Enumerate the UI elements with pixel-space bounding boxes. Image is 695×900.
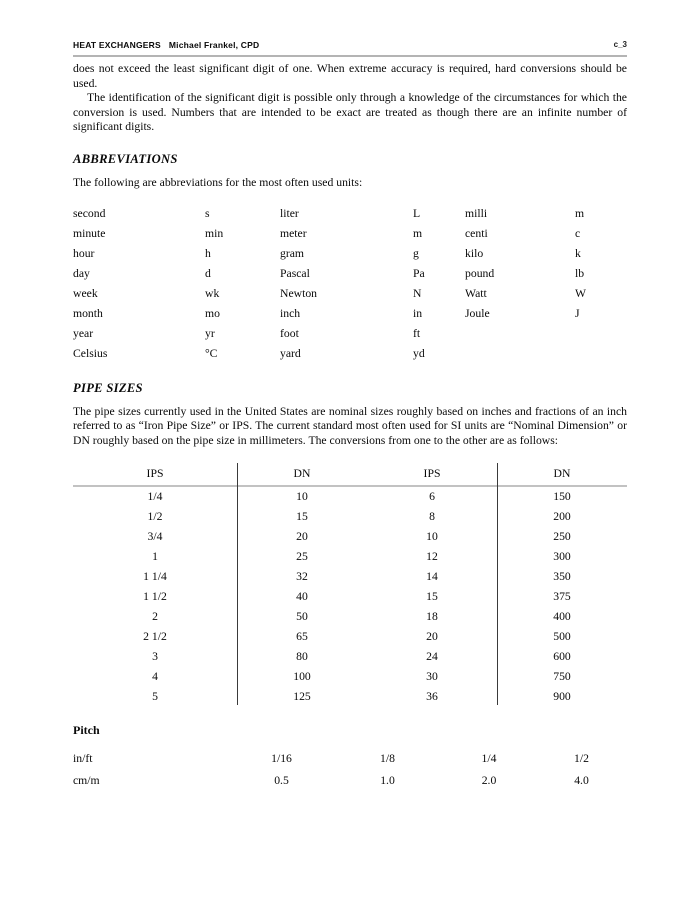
pipe-size-cell: 250 [553,530,571,544]
pipe-size-cell: 18 [426,610,438,624]
pipe-size-cell: 1 [152,550,158,564]
intro-paragraph-1: does not exceed the least significant digit of one. When extreme accuracy is required, hard conversions should be used. [73,62,627,90]
pipe-size-cell: 375 [553,590,571,604]
abbreviation-cell: pound [465,266,495,280]
abbreviation-cell: minute [73,226,106,240]
pipe-size-table [73,463,627,707]
pipe-size-cell: 125 [293,690,311,704]
abbreviation-cell [465,324,575,344]
pitch-value-cell: 4.0 [574,774,589,788]
pipe-size-cell: 2 [152,610,158,624]
abbreviation-cell: L [413,206,421,220]
pipe-size-cell: 10 [296,490,308,504]
abbreviation-cell: m [575,206,585,220]
abbreviation-cell: ft [413,326,421,340]
abbreviation-cell: min [205,226,224,240]
pipe-table-row [73,567,627,587]
running-header [73,0,627,50]
abbreviation-cell: second [73,206,106,220]
pipe-size-cell: 25 [296,550,308,564]
pitch-row [73,748,627,770]
pitch-row [73,770,627,792]
abbreviation-cell: Celsius [73,346,108,360]
pipe-table-row [73,687,627,707]
abbreviation-cell: mo [205,306,220,320]
pipe-size-cell: 65 [296,630,308,644]
pipe-size-cell: 5 [152,690,158,704]
abbreviation-cell: gram [280,246,305,260]
abbreviation-cell: meter [280,226,307,240]
header-rule [73,55,627,57]
abbreviation-cell [575,324,627,344]
pitch-row-label: cm/m [73,774,100,788]
pipe-table-body [73,487,627,707]
abbreviation-cell: yd [413,346,425,360]
pipe-table-row [73,547,627,567]
pipe-size-cell: 350 [553,570,571,584]
abbreviation-cell: yard [280,346,301,360]
abbreviation-cell: inch [280,306,301,320]
abbreviation-cell: day [73,266,90,280]
pipe-table-header-row [73,463,627,485]
abbreviation-cell: kilo [465,246,484,260]
intro-paragraph-2: The identification of the significant digit is possible only through a knowledge of the circumstances for which the conversion is used. Numbers that are intended to be exact are treated as though there are an infinite number of significant digits. [73,91,627,134]
abbreviation-cell: N [413,286,422,300]
abbreviation-cell: centi [465,226,488,240]
pipe-size-cell: 1/4 [147,490,163,504]
abbreviation-cell: k [575,246,581,260]
pitch-value-cell: 1/2 [574,752,589,766]
pipe-size-cell: 3/4 [147,530,163,544]
pipe-column-header: IPS [423,467,441,481]
pipe-table-row [73,647,627,667]
pipe-table-row [73,587,627,607]
abbreviation-cell: wk [205,286,220,300]
pipe-size-cell: 6 [429,490,435,504]
pitch-value-cell: 1/16 [271,752,292,766]
abbreviation-cell: in [413,306,423,320]
abbreviations-heading: ABBREVIATIONS [73,151,178,166]
pipe-size-cell: 900 [553,690,571,704]
pipe-size-cell: 150 [553,490,571,504]
pipe-size-cell: 30 [426,670,438,684]
pitch-value-cell: 1/4 [481,752,497,766]
pitch-value-cell: 1.0 [380,774,395,788]
pipe-size-cell: 2 1/2 [143,630,167,644]
pipe-size-cell: 400 [553,610,571,624]
pipe-size-cell: 4 [152,670,158,684]
pipe-size-cell: 12 [426,550,438,564]
abbreviations-lead: The following are abbreviations for the most often used units: [73,175,363,189]
abbreviation-cell: g [413,246,419,260]
pipe-size-cell: 8 [429,510,435,524]
pipe-size-cell: 50 [296,610,308,624]
pipe-size-cell: 1/2 [147,510,163,524]
abbreviation-cell: Pa [413,266,425,280]
pipe-size-cell: 1 1/4 [143,570,167,584]
abbreviation-cell: °C [205,346,218,360]
abbreviation-cell: foot [280,326,299,340]
pipe-size-cell: 40 [296,590,308,604]
abbreviation-cell: liter [280,206,299,220]
pipe-size-cell: 24 [426,650,438,664]
pipe-column-header: IPS [146,467,164,481]
pitch-row-label: in/ft [73,752,93,766]
book-title: HEAT EXCHANGERS [73,40,161,50]
abbreviation-cell: yr [205,326,215,340]
pipe-size-cell: 20 [426,630,438,644]
pipe-table-row [73,607,627,627]
abbreviation-cell: lb [575,266,585,280]
abbreviation-cell: Pascal [280,266,310,280]
pipe-size-cell: 36 [426,690,438,704]
abbreviation-cell: Joule [465,306,490,320]
abbreviations-table [73,204,627,364]
pipe-size-cell: 100 [293,670,311,684]
pitch-value-cell: 1/8 [380,752,395,766]
pitch-value-cell: 2.0 [481,774,497,788]
header-left [73,40,259,50]
abbreviation-cell [575,344,627,364]
pipe-table-row [73,507,627,527]
pipe-size-cell: 14 [426,570,438,584]
pipe-size-cell: 750 [553,670,571,684]
pipe-sizes-lead: The pipe sizes currently used in the United States are nominal sizes roughly based on inches and fractions of an inch referred to as “Iron Pipe Size” or IPS. The current standard most often used for SI units are “Nominal Dimension” or DN roughly based on the pipe size in millimeters. The conversions from one to the other are as follows: [73,404,627,447]
abbreviation-cell: d [205,266,211,280]
pipe-column-header: DN [293,467,311,481]
abbreviation-cell: Newton [280,286,318,300]
pipe-sizes-heading: PIPE SIZES [73,380,143,395]
page-mark: c_3 [613,40,627,49]
abbreviation-cell [465,344,575,364]
pitch-heading: Pitch [73,723,100,738]
pipe-table-row [73,627,627,647]
pipe-size-cell: 15 [426,590,438,604]
abbreviation-cell: J [575,306,580,320]
abbreviation-cell: h [205,246,211,260]
pipe-size-cell: 600 [553,650,571,664]
pipe-size-cell: 500 [553,630,571,644]
abbreviation-cell: week [73,286,98,300]
abbreviation-cell: c [575,226,581,240]
pipe-table-row [73,487,627,507]
pipe-size-cell: 15 [296,510,308,524]
pipe-size-cell: 10 [426,530,438,544]
book-author: Michael Frankel, CPD [168,40,260,50]
pipe-size-cell: 1 1/2 [143,590,167,604]
table-vertical-rule-right [497,463,498,705]
pitch-value-cell: 0.5 [274,774,289,788]
abbreviation-cell: W [575,286,587,300]
pipe-table-row [73,667,627,687]
table-vertical-rule-left [237,463,238,705]
abbreviation-cell: hour [73,246,95,260]
pipe-column-header: DN [553,467,571,481]
pipe-size-cell: 200 [553,510,571,524]
abbreviation-cell: milli [465,206,488,220]
pipe-size-cell: 32 [296,570,308,584]
pipe-size-cell: 3 [152,650,158,664]
pipe-size-cell: 20 [296,530,308,544]
pipe-size-cell: 80 [296,650,308,664]
abbreviation-cell: Watt [465,286,487,300]
pitch-table [73,748,627,792]
pipe-size-cell: 300 [553,550,571,564]
abbreviation-cell: month [73,306,103,320]
abbreviation-cell: m [413,226,423,240]
pipe-table-row [73,527,627,547]
abbreviation-cell: year [73,326,94,340]
abbreviation-cell: s [205,206,210,220]
